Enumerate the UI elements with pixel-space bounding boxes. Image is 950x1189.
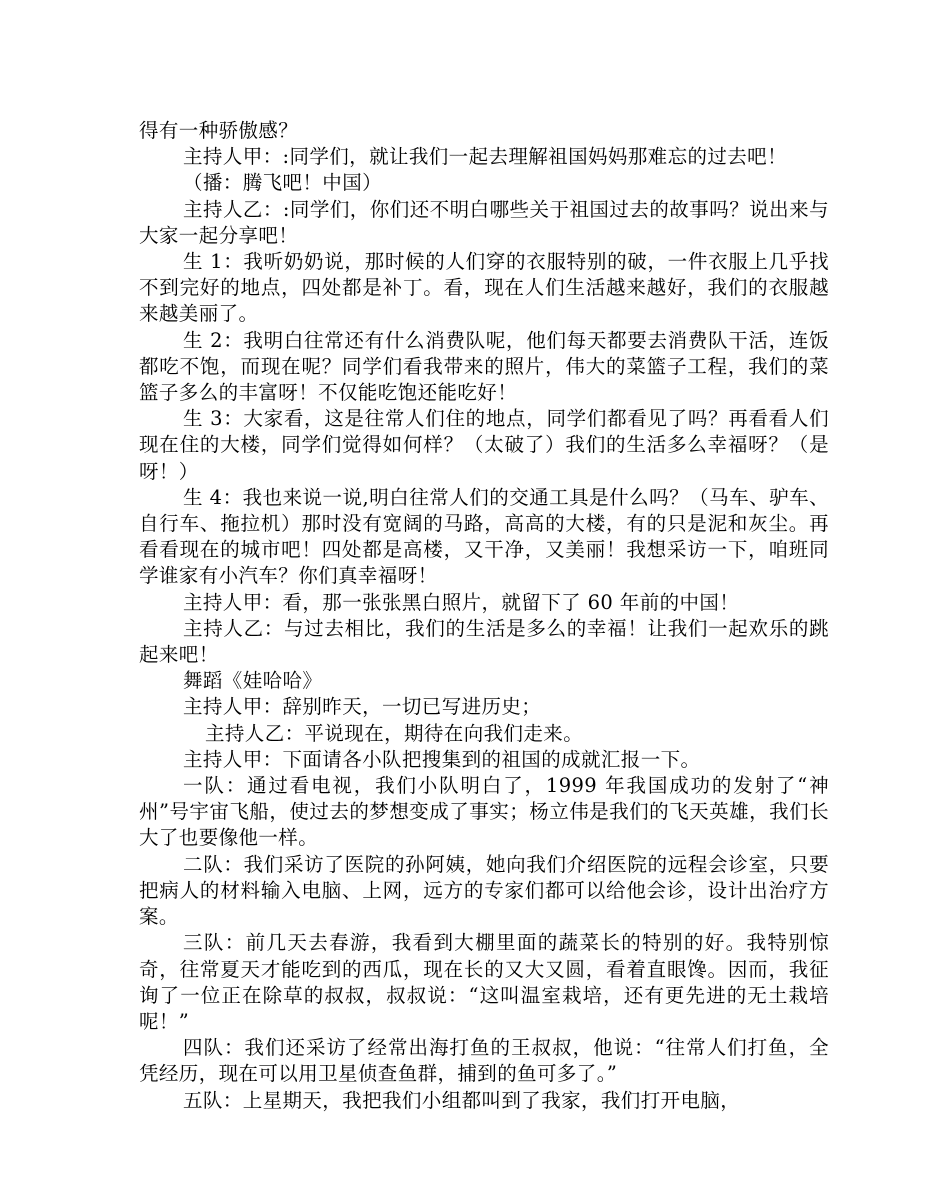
document-page [139,118,829,1114]
paragraph-host-b-1: 主持人乙：:同学们，你们还不明白哪些关于祖国过去的故事吗？说出来与大家一起分享吧！ [139,197,829,247]
paragraph-continuation: 得有一种骄傲感？ [139,119,299,142]
paragraph-host-b-3: 主持人乙：平说现在，期待在向我们走来。 [205,721,584,745]
paragraph-host-b-2: 主持人乙：与过去相比，我们的生活是多么的幸福！让我们一起欢乐的跳起来吧！ [139,616,829,667]
paragraph-team-2: 二队：我们采访了医院的孙阿姨，她向我们介绍医院的远程会诊室，只要把病人的材料输入电脑、上网，远方的专家们都可以给他会诊，设计出治疗方案。 [139,852,829,929]
paragraph-team-3: 三队：前几天去春游，我看到大棚里面的蔬菜长的特别的好。我特别惊奇，往常夏天才能吃到的西瓜，现在长的又大又圆，看着直眼馋。因而，我征询了一位正在除草的叔叔，叔叔说：“这叫温室栽培，还有更先进的无土栽培呢！” [139,931,829,1033]
paragraph-host-a-4: 主持人甲：下面请各小队把搜集到的祖国的成就汇报一下。 [183,747,701,771]
paragraph-team-1: 一队：通过看电视，我们小队明白了，1999 年我国成功的发射了“神州”号宇宙飞船，使过去的梦想变成了事实；杨立伟是我们的飞天英雄，我们长大了也要像他一样。 [139,774,829,850]
paragraph-host-a-1: 主持人甲：:同学们，就让我们一起去理解祖国妈妈那难忘的过去吧！ [183,145,787,169]
paragraph-team-5: 五队：上星期天，我把我们小组都叫到了我家，我们打开电脑， [183,1088,741,1112]
paragraph-student-2: 生 2：我明白往常还有什么消费队呢，他们每天都要去消费队干活，连饭都吃不饱，而现在呢？同学们看我带来的照片，伟大的菜篮子工程，我们的菜篮子多么的丰富呀！不仅能吃饱还能吃好！ [139,328,829,405]
paragraph-student-4: 生 4：我也来说一说,明白往常人们的交通工具是什么吗？（马车、驴车、自行车、拖拉机）那时没有宽阔的马路，高高的大楼，有的只是泥和灰尘。再看看现在的城市吧！四处都是高楼，又干净，又美丽！我想采访一下，咱班同学谁家有小汽车？你们真幸福呀！ [139,485,829,588]
paragraph-host-a-3: 主持人甲：辞别昨天，一切已写进历史； [183,695,542,719]
paragraph-student-3: 生 3：大家看，这是往常人们住的地点，同学们都看见了吗？再看看人们现在住的大楼，同学们觉得如何样？（太破了）我们的生活多么幸福呀？（是呀！） [139,407,829,483]
paragraph-dance: 舞蹈《娃哈哈》 [183,669,323,693]
paragraph-host-a-2: 主持人甲：看，那一张张黑白照片，就留下了 60 年前的中国！ [183,590,740,614]
paragraph-student-1: 生 1：我听奶奶说，那时候的人们穿的衣服特别的破，一件衣服上几乎找不到完好的地点，四处都是补丁。看，现在人们生活越来越好，我们的衣服越来越美丽了。 [139,250,829,326]
paragraph-broadcast: （播：腾飞吧！中国） [183,171,383,195]
paragraph-team-4: 四队：我们还采访了经常出海打鱼的王叔叔，他说：“往常人们打鱼，全凭经历，现在可以用卫星侦查鱼群，捕到的鱼可多了。” [139,1036,829,1086]
